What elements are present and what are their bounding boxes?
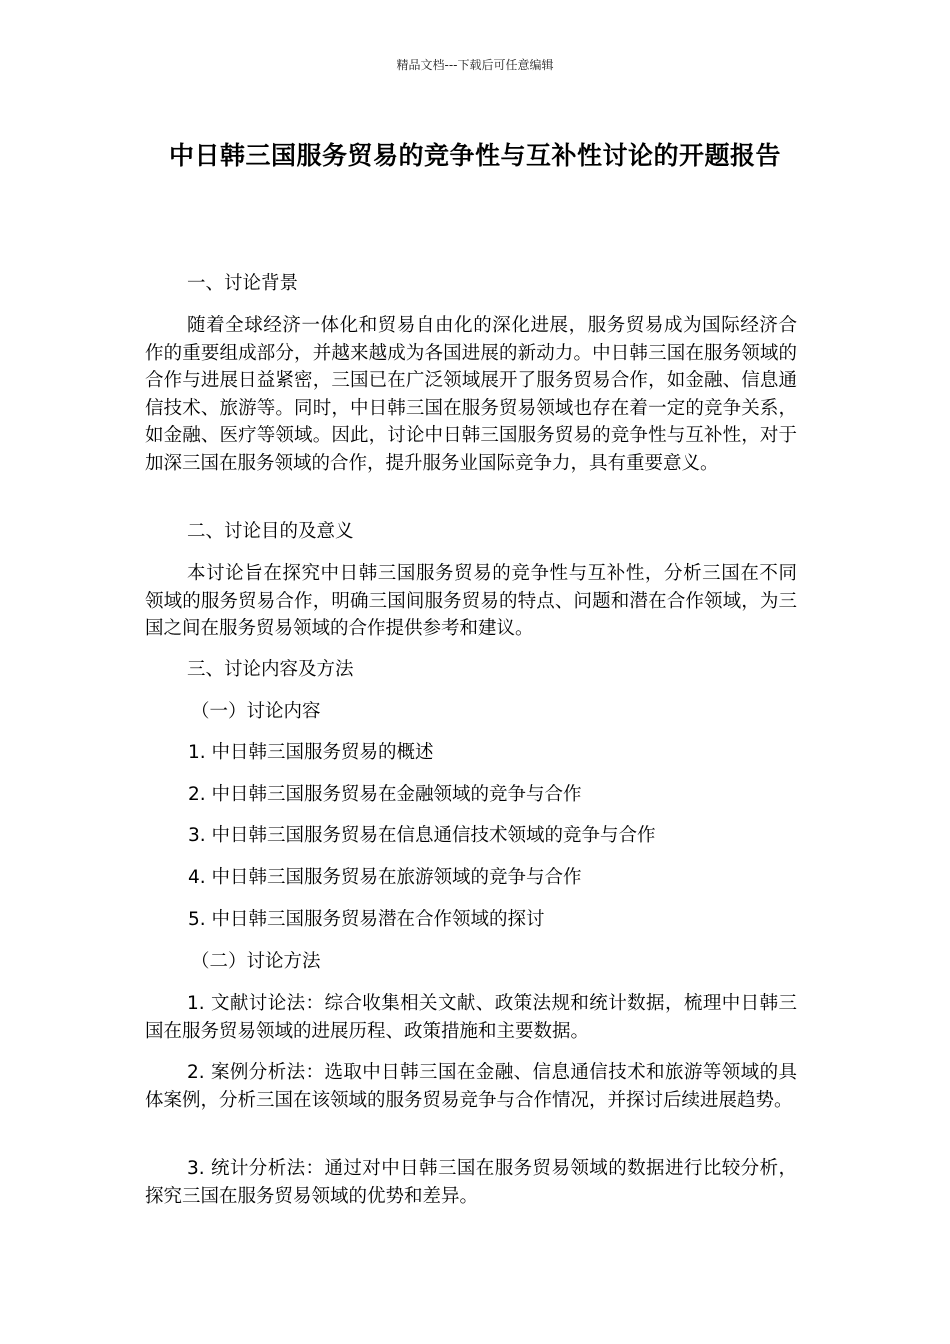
content-list-item: 2. 中日韩三国服务贸易在金融领域的竞争与合作	[188, 784, 582, 805]
method-paragraph: 2. 案例分析法：选取中日韩三国在金融、信息通信技术和旅游等领域的具体案例，分析三国在该领域的服务贸易竞争与合作情况，并探讨后续进展趋势。	[145, 1062, 797, 1111]
subsection-method-heading: （二）讨论方法	[191, 951, 321, 972]
content-list-item: 3. 中日韩三国服务贸易在信息通信技术领域的竞争与合作	[188, 825, 656, 846]
section-1-paragraph: 随着全球经济一体化和贸易自由化的深化进展，服务贸易成为国际经济合作的重要组成部分，并越来越成为各国进展的新动力。中日韩三国在服务领域的合作与进展日益紧密，三国已在广泛领域展开了服务贸易合作，如金融、信息通信技术、旅游等。同时，中日韩三国在服务贸易领域也存在着一定的竞争关系，如金融、医疗等领域。因此，讨论中日韩三国服务贸易的竞争性与互补性，对于加深三国在服务领域的合作，提升服务业国际竞争力，具有重要意义。	[145, 315, 797, 474]
section-3-heading: 三、讨论内容及方法	[187, 659, 354, 680]
method-paragraph: 3. 统计分析法：通过对中日韩三国在服务贸易领域的数据进行比较分析，探究三国在服务贸易领域的优势和差异。	[145, 1158, 797, 1207]
subsection-content-heading: （一）讨论内容	[191, 701, 321, 722]
content-list-item: 4. 中日韩三国服务贸易在旅游领域的竞争与合作	[188, 867, 582, 888]
section-2-paragraph: 本讨论旨在探究中日韩三国服务贸易的竞争性与互补性，分析三国在不同领域的服务贸易合作，明确三国间服务贸易的特点、问题和潜在合作领域，为三国之间在服务贸易领域的合作提供参考和建议。	[145, 563, 797, 640]
section-1-heading: 一、讨论背景	[187, 273, 299, 294]
method-paragraph: 1. 文献讨论法：综合收集相关文献、政策法规和统计数据，梳理中日韩三国在服务贸易领域的进展历程、政策措施和主要数据。	[145, 993, 797, 1042]
page-header-note: 精品文档---下载后可任意编辑	[396, 58, 554, 72]
document-title: 中日韩三国服务贸易的竞争性与互补性讨论的开题报告	[168, 141, 781, 170]
section-2-heading: 二、讨论目的及意义	[187, 521, 354, 542]
content-list-item: 5. 中日韩三国服务贸易潜在合作领域的探讨	[188, 909, 545, 930]
content-list-item: 1. 中日韩三国服务贸易的概述	[188, 742, 434, 763]
